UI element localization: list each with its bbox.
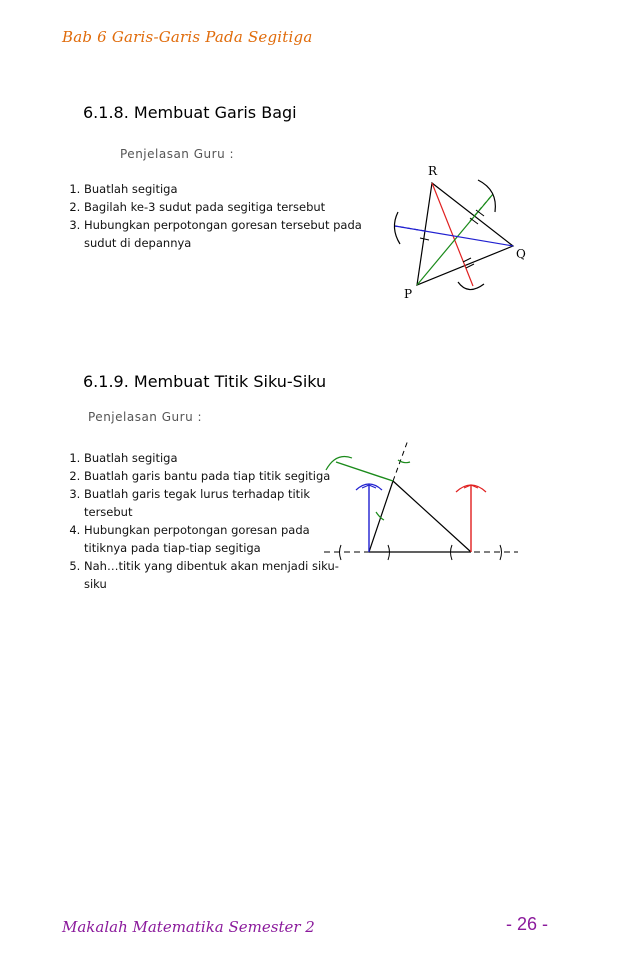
- footer-title: Makalah Matematika Semester 2: [62, 918, 315, 936]
- vertex-label-r: R: [428, 164, 438, 178]
- step-item: 5. Nah…titik yang dibentuk akan menjadi siku-siku: [84, 557, 340, 593]
- bisector-q: [395, 226, 513, 246]
- arc-mark: [478, 180, 495, 212]
- figure-right-angle: [324, 440, 518, 560]
- page-number: - 26 -: [506, 914, 549, 934]
- guru-label-1: Penjelasan Guru :: [120, 147, 235, 161]
- step-item: 2. Buatlah garis bantu pada tiap titik segitiga: [84, 467, 340, 485]
- section-title-garis-bagi: 6.1.8. Membuat Garis Bagi: [83, 103, 297, 122]
- tick-mark: [463, 258, 471, 262]
- arc-mark: [394, 212, 400, 244]
- step-item: 1. Buatlah segitiga: [84, 449, 340, 467]
- vertex-label-p: P: [404, 287, 413, 301]
- triangle-pqr: [417, 183, 513, 285]
- perpendicular-green: [336, 462, 393, 481]
- section-title-titik-siku: 6.1.9. Membuat Titik Siku-Siku: [83, 372, 327, 391]
- tick-mark: [420, 238, 429, 240]
- step-item: 2. Bagilah ke-3 sudut pada segitiga tersebut: [84, 198, 374, 216]
- vertex-label-q: Q: [516, 247, 526, 261]
- extension-dashed: [393, 440, 408, 481]
- arc-base: [500, 545, 502, 560]
- steps-list-2: [62, 449, 340, 593]
- guru-label-2: Penjelasan Guru :: [88, 410, 203, 424]
- page-header: Bab 6 Garis-Garis Pada Segitiga: [62, 28, 313, 46]
- triangle-right-side: [393, 481, 471, 552]
- arc-mark: [458, 282, 484, 290]
- step-item: 3. Buatlah garis tegak lurus terhadap titik tersebut: [84, 485, 340, 521]
- step-item: 1. Buatlah segitiga: [84, 180, 374, 198]
- step-item: 4. Hubungkan perpotongan goresan pada titiknya pada tiap-tiap segitiga: [84, 521, 340, 557]
- triangle-left-side: [369, 481, 393, 552]
- step-item: 3. Hubungkan perpotongan goresan tersebut pada sudut di depannya: [84, 216, 374, 252]
